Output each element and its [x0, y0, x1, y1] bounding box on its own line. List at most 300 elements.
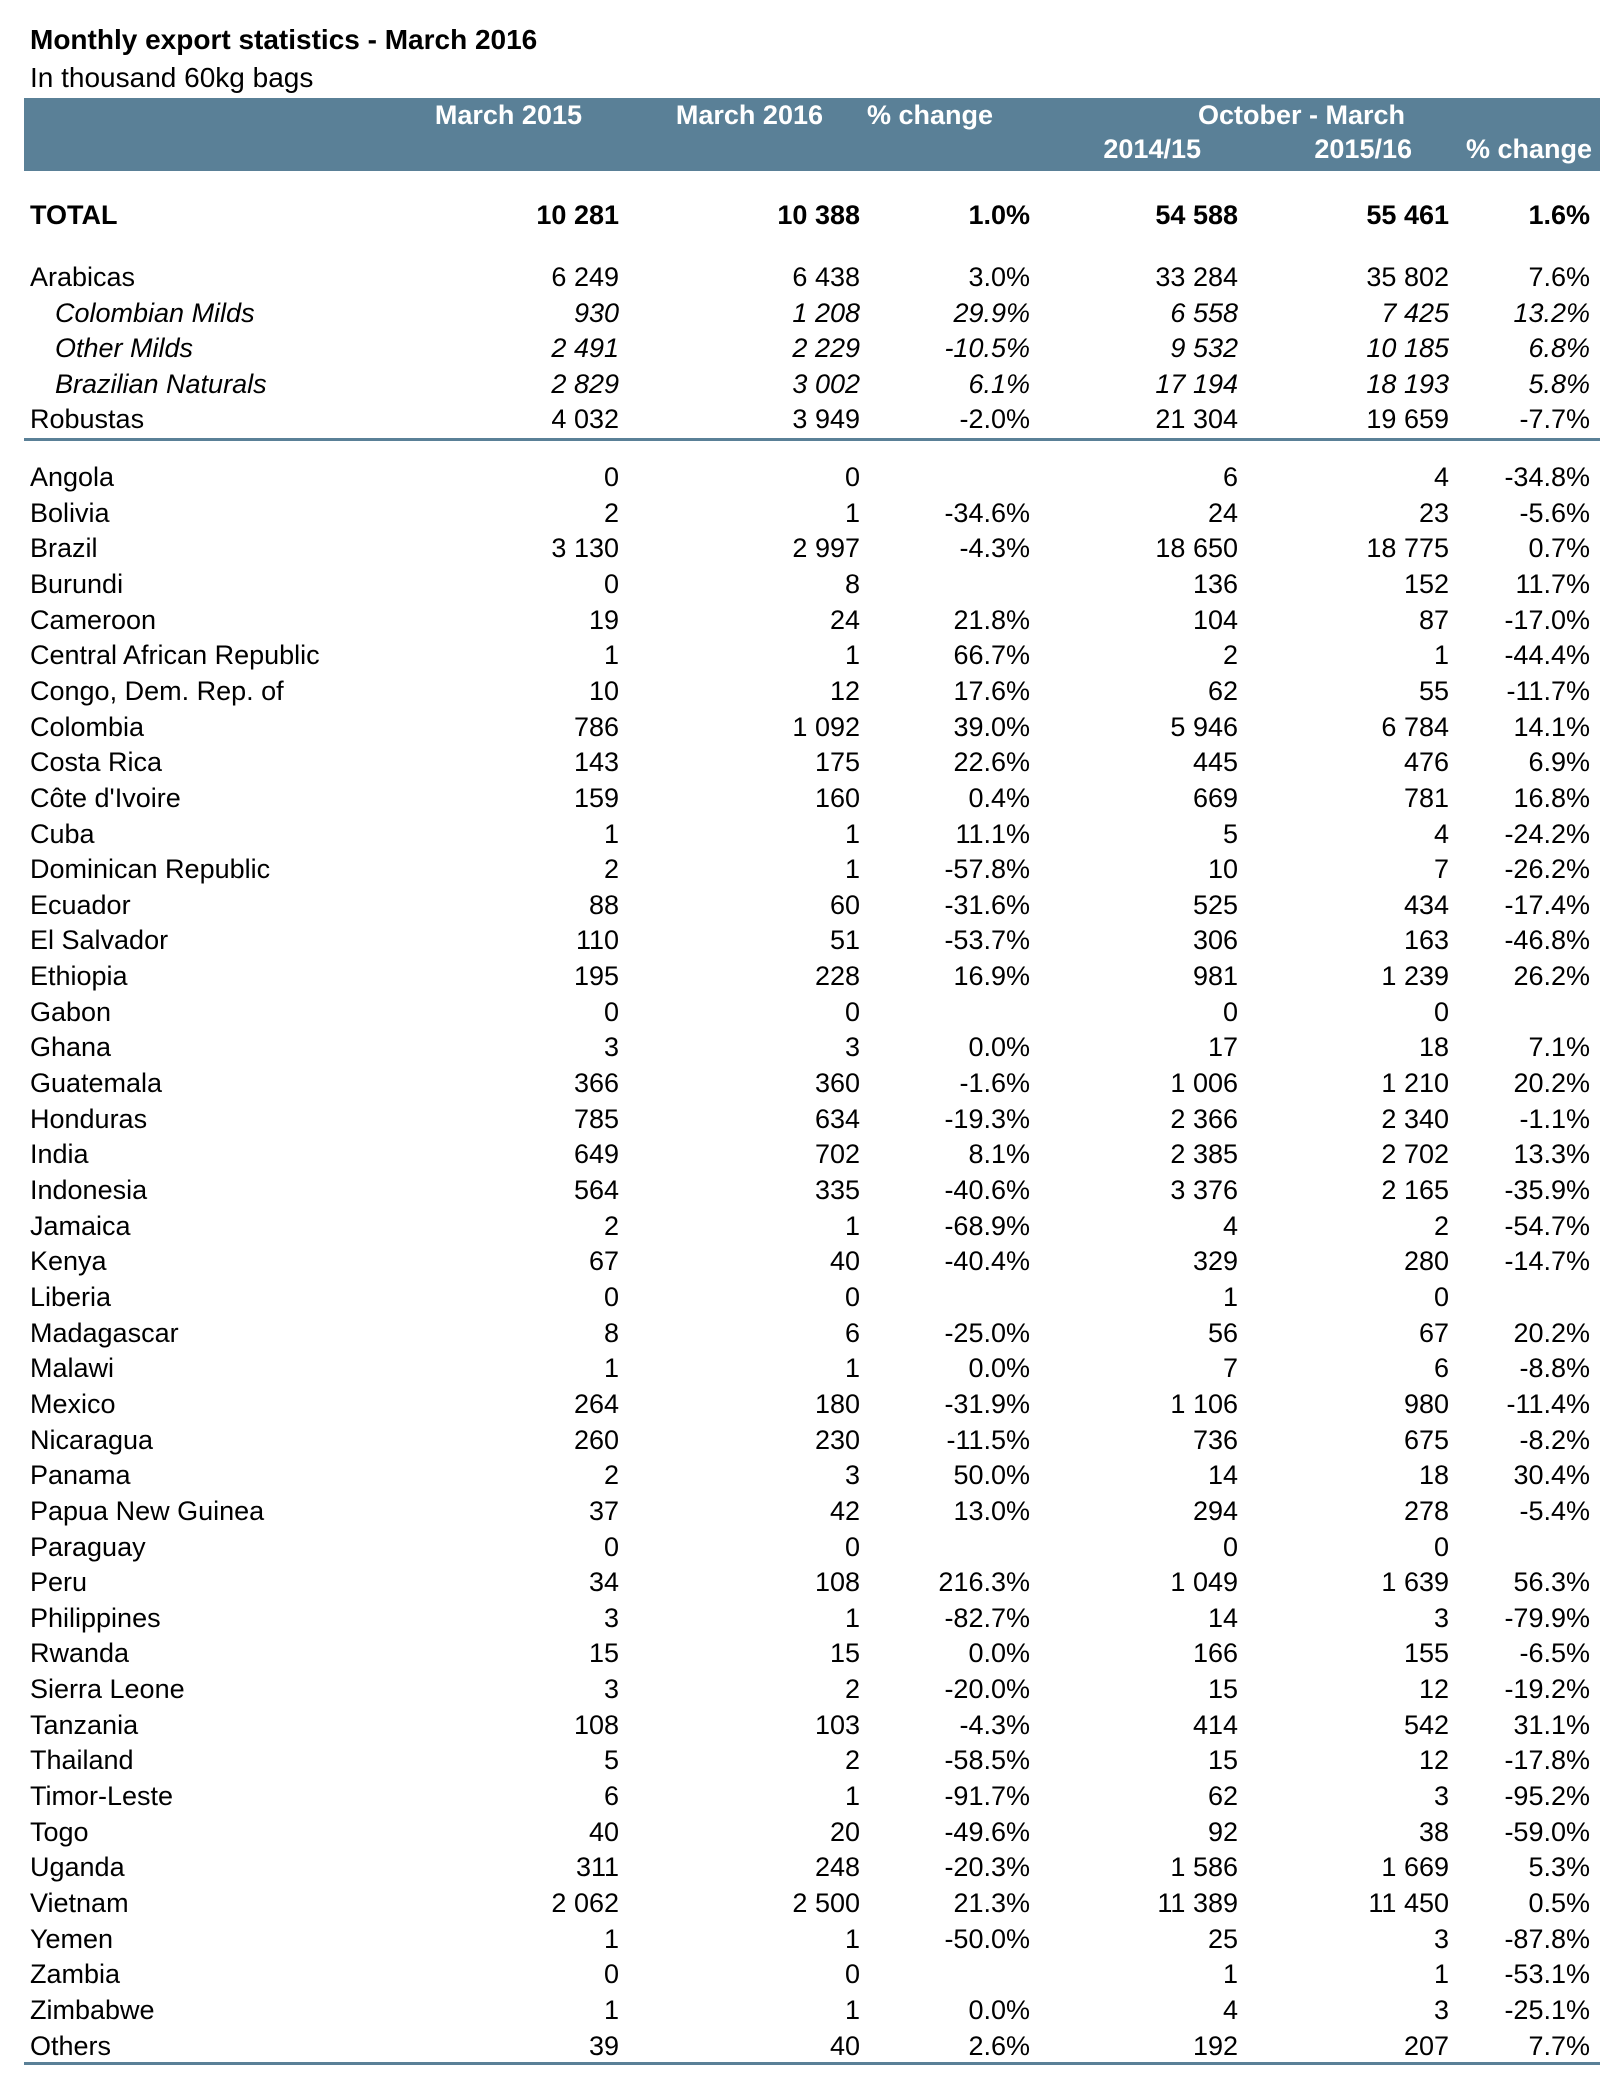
table-cell: 3 376 — [1170, 1175, 1238, 1205]
country-row — [30, 1136, 1595, 1172]
row-label: Paraguay — [30, 1531, 146, 1562]
table-cell: 22.6% — [953, 747, 1030, 778]
table-cell: 542 — [1403, 1709, 1449, 1740]
table-cell: 39 — [588, 2030, 619, 2061]
table-cell: 62 — [1207, 1781, 1238, 1812]
table-cell: 18 — [1418, 1032, 1449, 1063]
country-row — [30, 1065, 1595, 1101]
country-row — [30, 1885, 1595, 1921]
table-cell: 1 — [844, 640, 860, 671]
table-cell: 3.0% — [968, 262, 1030, 292]
table-cell: 15 — [829, 1638, 860, 1669]
table-cell: 18 — [1418, 1460, 1449, 1491]
table-cell: 13.2% — [1513, 297, 1590, 328]
country-row — [30, 530, 1595, 566]
table-cell: 564 — [573, 1175, 619, 1205]
table-cell: 152 — [1403, 568, 1449, 599]
table-cell: 0 — [603, 996, 619, 1027]
table-cell: 1 — [844, 1994, 860, 2025]
table-cell: 0 — [844, 1531, 860, 1562]
row-label: Thailand — [30, 1745, 134, 1776]
table-cell: -4.3% — [959, 533, 1030, 564]
table-cell: 24 — [829, 604, 860, 635]
table-cell: -46.8% — [1504, 925, 1590, 956]
row-label: Kenya — [30, 1246, 107, 1277]
table-cell: 2 229 — [792, 333, 860, 364]
table-cell: -82.7% — [944, 1602, 1030, 1633]
table-cell: 0.7% — [1528, 533, 1590, 564]
table-cell: 25 — [1207, 1923, 1238, 1954]
table-cell: 37 — [588, 1495, 619, 1526]
table-cell: 1 — [1222, 1959, 1238, 1990]
table-cell: 35 802 — [1366, 262, 1449, 292]
table-cell: 0 — [844, 1281, 860, 1312]
table-cell: 1 — [844, 854, 860, 885]
table-cell: 2 062 — [551, 1888, 619, 1918]
table-cell: -44.4% — [1504, 640, 1590, 671]
table-cell: -25.0% — [944, 1317, 1030, 1348]
table-cell: 20 — [829, 1816, 860, 1847]
table-cell: 207 — [1403, 2030, 1449, 2061]
table-cell: -50.0% — [944, 1923, 1030, 1954]
table-cell: 15 — [1207, 1674, 1238, 1705]
table-cell: 445 — [1192, 747, 1238, 778]
country-row — [30, 1422, 1595, 1458]
table-cell: 15 — [1207, 1745, 1238, 1776]
row-label: Nicaragua — [30, 1424, 154, 1455]
table-cell: 980 — [1403, 1388, 1449, 1419]
table-cell: 1 210 — [1381, 1068, 1449, 1099]
table-cell: 2 500 — [792, 1888, 860, 1918]
row-label: Colombia — [30, 711, 145, 742]
country-row — [30, 887, 1595, 923]
total-row — [30, 197, 1595, 233]
table-cell: 3 — [603, 1674, 619, 1705]
table-cell: -2.0% — [959, 404, 1030, 435]
table-cell: 195 — [573, 961, 619, 992]
table-cell: 675 — [1403, 1424, 1449, 1455]
table-cell: -6.5% — [1519, 1638, 1590, 1669]
country-row — [30, 1992, 1595, 2028]
row-label: Ghana — [30, 1032, 112, 1063]
table-cell: 40 — [829, 1246, 860, 1277]
table-cell: 981 — [1192, 961, 1238, 992]
country-row — [30, 1635, 1595, 1671]
table-cell: 18 775 — [1366, 533, 1449, 564]
table-cell: 1 586 — [1170, 1852, 1238, 1883]
table-cell: 669 — [1192, 782, 1238, 813]
table-cell: 2 997 — [792, 533, 860, 564]
table-cell: -11.5% — [946, 1424, 1030, 1455]
country-row — [30, 2028, 1595, 2064]
table-cell: 104 — [1192, 604, 1238, 635]
table-cell: -25.1% — [1504, 1994, 1590, 2025]
table-cell: 930 — [573, 297, 619, 328]
table-cell: 4 — [1222, 1994, 1238, 2025]
table-cell: 10 388 — [777, 200, 860, 230]
row-label: Vietnam — [30, 1888, 129, 1918]
table-cell: -10.5% — [944, 333, 1030, 364]
table-cell: 702 — [814, 1139, 860, 1170]
table-cell: 6 784 — [1381, 711, 1449, 742]
table-cell: 13.0% — [953, 1495, 1030, 1526]
table-cell: -17.8% — [1504, 1745, 1590, 1776]
table-cell: 1 006 — [1170, 1068, 1238, 1099]
table-cell: 30.4% — [1513, 1460, 1590, 1491]
table-cell: 1 106 — [1170, 1388, 1238, 1419]
row-label: Ethiopia — [30, 961, 128, 992]
table-cell: 2 — [603, 854, 619, 885]
table-cell: 155 — [1403, 1638, 1449, 1669]
table-cell: 2.6% — [968, 2030, 1030, 2061]
table-cell: 2 — [844, 1745, 860, 1776]
table-cell: 366 — [573, 1068, 619, 1099]
table-cell: 7.7% — [1528, 2030, 1590, 2061]
country-row — [30, 459, 1595, 495]
row-label: Guatemala — [30, 1068, 163, 1099]
table-cell: 18 650 — [1155, 533, 1238, 564]
table-cell: 278 — [1403, 1495, 1449, 1526]
table-cell: 60 — [829, 889, 860, 920]
row-label: Colombian Milds — [55, 297, 255, 328]
table-cell: 12 — [829, 675, 860, 706]
table-cell: 4 — [1222, 1210, 1238, 1241]
table-cell: 11 450 — [1368, 1888, 1449, 1918]
table-cell: 335 — [814, 1175, 860, 1205]
table-cell: 1 639 — [1381, 1567, 1449, 1598]
table-cell: 3 — [1433, 1781, 1449, 1812]
table-cell: 1 — [1222, 1281, 1238, 1312]
table-cell: 0.0% — [968, 1638, 1030, 1669]
table-cell: 20.2% — [1513, 1317, 1590, 1348]
table-cell: 294 — [1192, 1495, 1238, 1526]
table-cell: 17 — [1207, 1032, 1238, 1063]
table-cell: 3 — [844, 1460, 860, 1491]
table-cell: 34 — [588, 1567, 619, 1598]
table-cell: 3 — [603, 1032, 619, 1063]
table-cell: 19 — [588, 604, 619, 635]
row-label: Zambia — [30, 1959, 121, 1990]
row-label: Dominican Republic — [30, 854, 271, 885]
table-cell: 0 — [1222, 1531, 1238, 1562]
table-cell: 11.1% — [955, 818, 1030, 849]
table-cell: 17.6% — [953, 675, 1030, 706]
table-cell: 0 — [1433, 1531, 1449, 1562]
table-cell: 51 — [829, 925, 860, 956]
table-cell: 33 284 — [1155, 262, 1238, 292]
table-cell: 1 049 — [1170, 1567, 1238, 1598]
table-cell: 159 — [573, 782, 619, 813]
page-title: Monthly export statistics - March 2016 — [30, 24, 538, 55]
row-label: Rwanda — [30, 1638, 130, 1669]
table-cell: 2 491 — [551, 333, 619, 364]
table-cell: -54.7% — [1504, 1210, 1590, 1241]
country-row — [30, 1564, 1595, 1600]
table-cell: 3 — [1433, 1994, 1449, 2025]
row-label: Costa Rica — [30, 747, 163, 778]
row-label: Peru — [30, 1567, 88, 1598]
table-cell: 525 — [1192, 889, 1238, 920]
country-row — [30, 1101, 1595, 1137]
table-cell: 8 — [603, 1317, 619, 1348]
table-cell: 21 304 — [1155, 404, 1238, 435]
table-cell: 1 — [1433, 640, 1449, 671]
table-cell: 14 — [1207, 1602, 1238, 1633]
table-cell: 56.3% — [1513, 1567, 1590, 1598]
table-cell: -53.7% — [944, 925, 1030, 956]
table-cell: 649 — [573, 1139, 619, 1170]
table-cell: 1 208 — [792, 297, 860, 328]
table-cell: 39.0% — [953, 711, 1030, 742]
table-cell: 12 — [1418, 1674, 1449, 1705]
table-cell: 67 — [1418, 1317, 1449, 1348]
table-cell: 31.1% — [1513, 1709, 1590, 1740]
table-cell: 414 — [1192, 1709, 1238, 1740]
table-cell: 216.3% — [938, 1567, 1030, 1598]
row-label: Côte d'Ivoire — [30, 782, 181, 813]
table-cell: 143 — [573, 747, 619, 778]
row-label: Other Milds — [55, 333, 194, 364]
table-cell: 3 — [603, 1602, 619, 1633]
table-cell: -40.4% — [944, 1246, 1030, 1277]
table-cell: 0 — [844, 462, 860, 492]
table-cell: 5.8% — [1528, 368, 1590, 399]
table-cell: 6.9% — [1528, 747, 1590, 778]
table-cell: -24.2% — [1504, 818, 1590, 849]
table-cell: 14.1% — [1513, 711, 1590, 742]
table-cell: 6 — [603, 1781, 619, 1812]
country-row — [30, 1529, 1595, 1565]
table-cell: 192 — [1192, 2030, 1238, 2061]
country-row — [30, 566, 1595, 602]
row-label: Indonesia — [30, 1175, 148, 1205]
table-cell: -31.6% — [944, 889, 1030, 920]
table-cell: 6.1% — [968, 368, 1030, 399]
table-cell: -34.8% — [1504, 462, 1590, 492]
table-cell: 1 — [603, 1353, 619, 1384]
row-label: Togo — [30, 1816, 89, 1847]
table-cell: 56 — [1207, 1317, 1238, 1348]
subtype-row — [30, 330, 1595, 366]
table-cell: 87 — [1418, 604, 1449, 635]
table-cell: -17.0% — [1504, 604, 1590, 635]
table-cell: 260 — [573, 1424, 619, 1455]
table-cell: 55 461 — [1366, 200, 1449, 230]
table-cell: 5 946 — [1170, 711, 1238, 742]
table-cell: -1.6% — [959, 1068, 1030, 1099]
row-label: Brazil — [30, 533, 98, 564]
table-cell: 1 669 — [1381, 1852, 1449, 1883]
table-cell: 634 — [814, 1103, 860, 1134]
country-row — [30, 1386, 1595, 1422]
table-cell: 42 — [829, 1495, 860, 1526]
table-cell: 4 — [1433, 462, 1449, 492]
table-cell: 1 — [844, 1353, 860, 1384]
table-cell: 20.2% — [1513, 1068, 1590, 1099]
table-cell: 228 — [814, 961, 860, 992]
table-cell: 5 — [603, 1745, 619, 1776]
table-cell: 0.5% — [1528, 1888, 1590, 1918]
country-row — [30, 1921, 1595, 1957]
country-row — [30, 922, 1595, 958]
country-row — [30, 1279, 1595, 1315]
country-row — [30, 1707, 1595, 1743]
table-cell: 18 193 — [1366, 368, 1449, 399]
subtype-row — [30, 295, 1595, 331]
row-label: Cuba — [30, 818, 95, 849]
table-cell: 1 — [603, 1923, 619, 1954]
type-row — [30, 259, 1595, 295]
row-label: Ecuador — [30, 889, 131, 920]
table-cell: 7 425 — [1381, 297, 1449, 328]
table-cell: 29.9% — [953, 297, 1030, 328]
table-cell: 11.7% — [1515, 568, 1590, 599]
table-cell: 38 — [1418, 1816, 1449, 1847]
table-cell: 2 — [603, 1460, 619, 1491]
country-row — [30, 1849, 1595, 1885]
table-cell: 1 — [844, 1602, 860, 1633]
col-header-march-2015: March 2015 — [434, 100, 582, 130]
section-divider — [24, 438, 1600, 441]
row-label: Bolivia — [30, 497, 110, 528]
table-cell: 3 — [844, 1032, 860, 1063]
table-cell: 248 — [814, 1852, 860, 1883]
table-cell: 1.6% — [1528, 200, 1590, 230]
table-cell: 7.1% — [1528, 1032, 1590, 1063]
country-row — [30, 1814, 1595, 1850]
country-row — [30, 994, 1595, 1030]
table-cell: 50.0% — [953, 1460, 1030, 1491]
table-header — [24, 98, 1600, 171]
row-label: Angola — [30, 462, 115, 492]
table-cell: 0.4% — [968, 782, 1030, 813]
row-label: Central African Republic — [30, 640, 320, 671]
table-cell: -79.9% — [1504, 1602, 1590, 1633]
row-label: Malawi — [30, 1353, 115, 1384]
table-cell: 2 — [844, 1674, 860, 1705]
table-cell: 17 194 — [1155, 368, 1238, 399]
country-row — [30, 1315, 1595, 1351]
table-cell: 2 — [1222, 640, 1238, 671]
table-cell: 136 — [1192, 568, 1238, 599]
table-cell: -8.8% — [1519, 1353, 1590, 1384]
table-cell: 1 092 — [792, 711, 860, 742]
table-cell: 0 — [1433, 1281, 1449, 1312]
table-cell: 21.3% — [953, 1888, 1030, 1918]
table-cell: -34.6% — [944, 497, 1030, 528]
table-cell: 23 — [1418, 497, 1449, 528]
table-cell: 88 — [588, 889, 619, 920]
table-cell: 67 — [588, 1246, 619, 1277]
table-cell: 0 — [603, 568, 619, 599]
table-cell: 2 366 — [1170, 1103, 1238, 1134]
row-label: Liberia — [30, 1281, 112, 1312]
table-cell: 5 — [1222, 818, 1238, 849]
table-cell: 5.3% — [1528, 1852, 1590, 1883]
row-label: Yemen — [30, 1923, 114, 1954]
table-cell: 40 — [588, 1816, 619, 1847]
table-cell: 1 — [844, 497, 860, 528]
subtype-row — [30, 366, 1595, 402]
table-cell: 6 — [844, 1317, 860, 1348]
row-label: Congo, Dem. Rep. of — [30, 675, 284, 706]
table-cell: 10 — [1207, 854, 1238, 885]
row-label: Robustas — [30, 404, 145, 435]
table-cell: -17.4% — [1504, 889, 1590, 920]
table-cell: 476 — [1403, 747, 1449, 778]
row-label: Others — [30, 2030, 112, 2061]
table-cell: 54 588 — [1155, 200, 1238, 230]
table-cell: -49.6% — [944, 1816, 1030, 1847]
table-cell: 2 — [1433, 1210, 1449, 1241]
table-cell: 3 002 — [792, 368, 860, 399]
country-row — [30, 958, 1595, 994]
table-cell: 1.0% — [968, 200, 1030, 230]
table-cell: 786 — [573, 711, 619, 742]
table-cell: 0 — [603, 1281, 619, 1312]
table-cell: -4.3% — [959, 1709, 1030, 1740]
table-cell: 0.0% — [968, 1032, 1030, 1063]
table-cell: 175 — [814, 747, 860, 778]
row-label: Burundi — [30, 568, 124, 599]
table-cell: 16.8% — [1513, 782, 1590, 813]
table-cell: -8.2% — [1519, 1424, 1590, 1455]
table-cell: 280 — [1403, 1246, 1449, 1277]
table-cell: 1 — [844, 1923, 860, 1954]
table-cell: 2 385 — [1170, 1139, 1238, 1170]
row-label: Arabicas — [30, 262, 136, 292]
country-row — [30, 780, 1595, 816]
table-cell: 2 340 — [1381, 1103, 1449, 1134]
country-row — [30, 1172, 1595, 1208]
table-cell: 92 — [1207, 1816, 1238, 1847]
table-cell: 6 — [1222, 462, 1238, 492]
table-cell: -14.7% — [1504, 1246, 1590, 1277]
table-cell: 10 281 — [536, 200, 619, 230]
table-cell: 10 — [588, 675, 619, 706]
table-cell: 6 558 — [1170, 297, 1238, 328]
table-cell: 40 — [829, 2030, 860, 2061]
table-cell: -7.7% — [1519, 404, 1590, 435]
table-cell: 2 165 — [1381, 1175, 1449, 1205]
table-cell: -95.2% — [1504, 1781, 1590, 1812]
row-label: Gabon — [30, 996, 112, 1027]
col-header-pct-change: % change — [866, 100, 993, 130]
table-cell: 0 — [844, 1959, 860, 1990]
table-cell: 3 949 — [792, 404, 860, 435]
table-cell: 0 — [603, 1959, 619, 1990]
row-label: Honduras — [30, 1103, 148, 1134]
table-cell: -1.1% — [1519, 1103, 1590, 1134]
row-label: India — [30, 1139, 89, 1170]
country-row — [30, 1350, 1595, 1386]
table-cell: 6 — [1433, 1353, 1449, 1384]
table-cell: 108 — [814, 1567, 860, 1598]
table-cell: -11.7% — [1506, 675, 1590, 706]
table-cell: -87.8% — [1504, 1923, 1590, 1954]
country-row — [30, 1493, 1595, 1529]
table-cell: -26.2% — [1504, 854, 1590, 885]
country-row — [30, 1956, 1595, 1992]
row-label: Sierra Leone — [30, 1674, 185, 1705]
table-cell: 6 438 — [792, 262, 860, 292]
row-label: Tanzania — [30, 1709, 139, 1740]
table-cell: 12 — [1418, 1745, 1449, 1776]
table-cell: 2 — [603, 1210, 619, 1241]
table-cell: 0 — [603, 1531, 619, 1562]
table-cell: 21.8% — [953, 604, 1030, 635]
page-subtitle: In thousand 60kg bags — [30, 62, 314, 93]
